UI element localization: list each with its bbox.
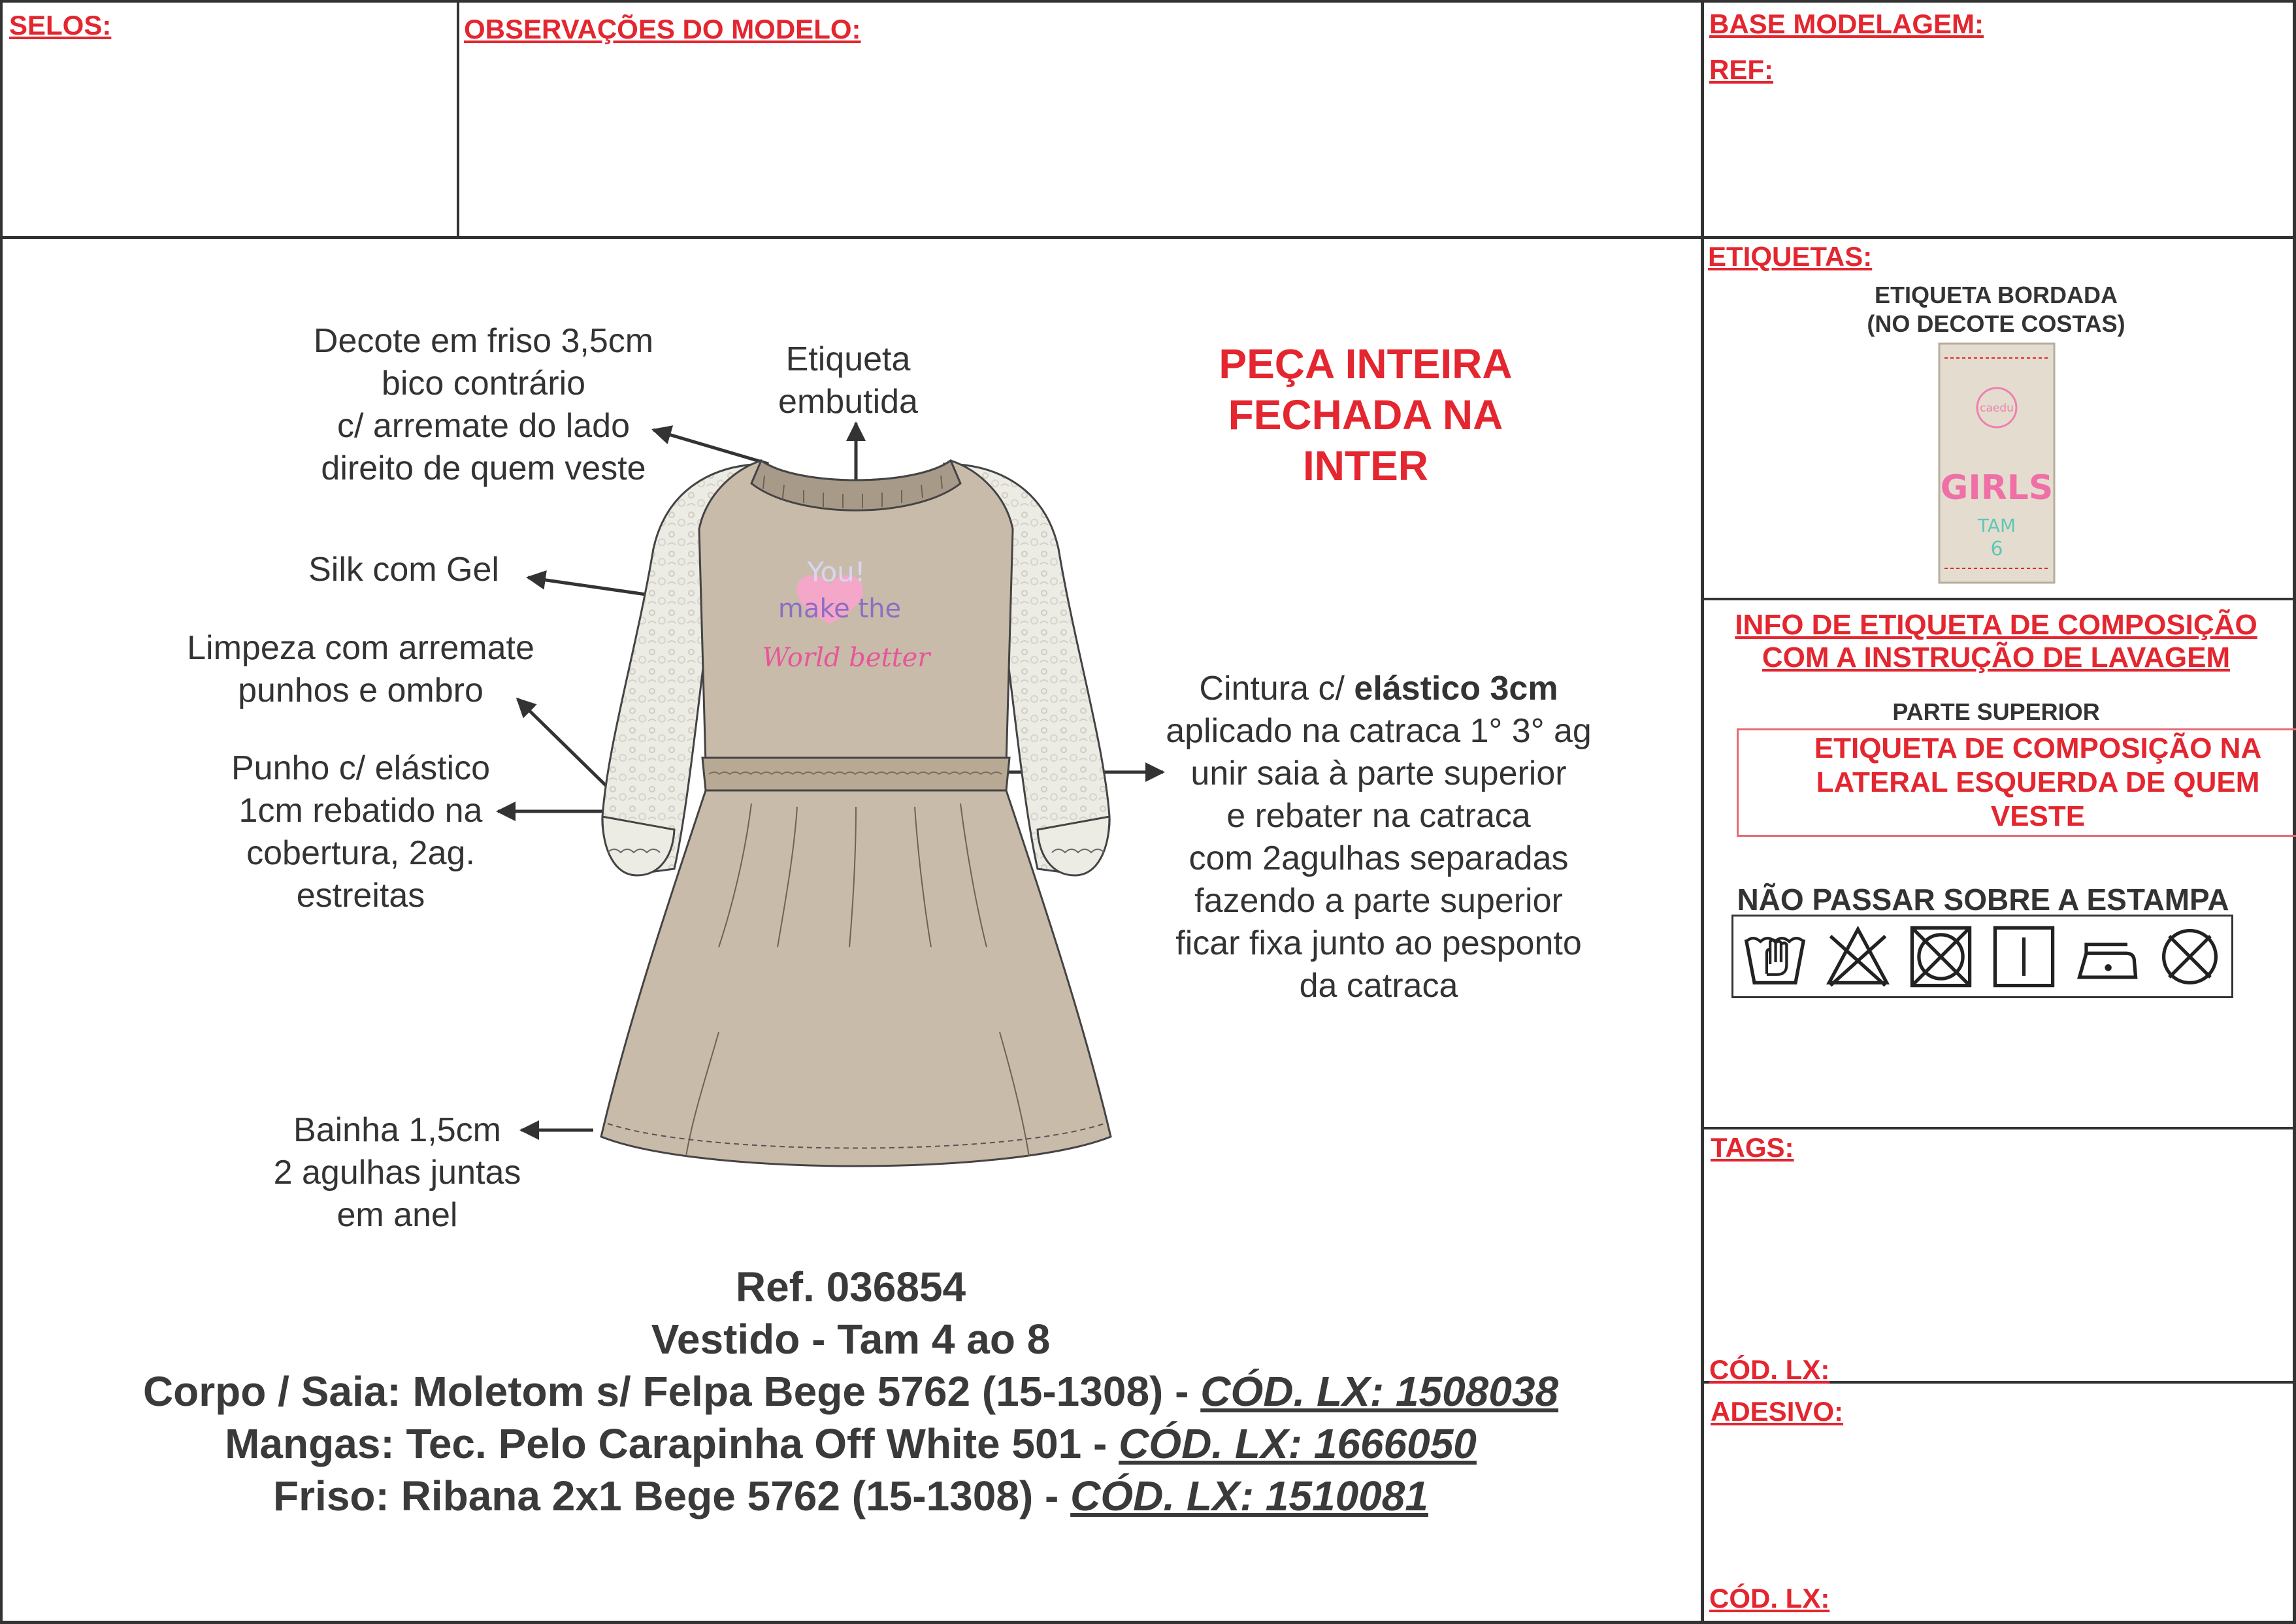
note-cintura-line: fazendo a parte superior <box>1194 882 1563 920</box>
spec-mangas <box>0 1418 1701 1470</box>
spec-friso-text: Friso: Ribana 2x1 Bege 5762 (15-1308) - <box>273 1472 1071 1519</box>
info-title-line: INFO DE ETIQUETA DE COMPOSIÇÃO <box>1735 609 2257 641</box>
spec-corpo <box>0 1365 1701 1418</box>
note-cintura-line: aplicado na catraca 1° 3° ag <box>1166 712 1592 750</box>
peca-inteira-line: PEÇA INTEIRA <box>1219 340 1513 387</box>
note-cintura <box>1166 668 1592 1007</box>
composicao-box <box>1737 728 2296 837</box>
etiqueta-bordada-label <box>1867 281 2125 338</box>
note-cintura-bold: elástico 3cm <box>1354 670 1558 707</box>
print-text-line1: You! <box>807 556 866 588</box>
note-limpeza <box>187 627 534 712</box>
note-bainha-line: 2 agulhas juntas <box>273 1154 521 1192</box>
note-punho-line: estreitas <box>296 877 425 915</box>
no-tumble-dry-icon <box>1907 922 1975 991</box>
spec-ref: Ref. 036854 <box>735 1263 966 1310</box>
note-decote-line: direito de quem veste <box>321 449 646 487</box>
spec-product: Vestido - Tam 4 ao 8 <box>651 1316 1051 1363</box>
border-top <box>0 0 2296 3</box>
woven-label-image <box>1938 342 2056 584</box>
note-etiqueta-line: Etiqueta <box>785 340 911 378</box>
etiqueta-bordada-line: (NO DECOTE COSTAS) <box>1867 310 2125 337</box>
composicao-box-text: ETIQUETA DE COMPOSIÇÃO NA LATERAL ESQUERDA DE QUEM VESTE <box>1814 732 2262 832</box>
label-brand: caedu <box>1980 402 2014 415</box>
selos-header: SELOS: <box>9 10 112 41</box>
note-cintura-line: e rebater na catraca <box>1226 797 1531 835</box>
etiqueta-bordada-line: ETIQUETA BORDADA <box>1875 282 2118 308</box>
note-limpeza-line: Limpeza com arremate <box>187 629 534 667</box>
note-bainha-line: em anel <box>336 1196 458 1234</box>
line-dry-icon <box>1990 922 2058 991</box>
label-tam: TAM <box>1977 515 2016 536</box>
adesivo-cod-lx: CÓD. LX: <box>1709 1583 1830 1614</box>
care-symbols-box <box>1731 915 2233 998</box>
note-punho-line: 1cm rebatido na <box>238 792 483 830</box>
iron-low-icon <box>2073 922 2141 991</box>
nao-passar-label: NÃO PASSAR SOBRE A ESTAMPA <box>1737 883 2229 917</box>
note-cintura-first-line <box>1166 668 1592 710</box>
note-punho <box>231 747 490 917</box>
ref-header: REF: <box>1709 54 1773 85</box>
dress-sketch <box>588 451 1124 1176</box>
note-cintura-line: com 2agulhas separadas <box>1189 839 1569 877</box>
note-etiqueta <box>778 338 918 423</box>
hand-wash-icon <box>1741 922 1809 991</box>
tags-header: TAGS: <box>1711 1132 1794 1163</box>
no-dry-clean-icon <box>2156 922 2224 991</box>
info-composicao-title <box>1735 609 2257 674</box>
label-size: 6 <box>1990 538 2003 560</box>
print-text-line3: World better <box>762 643 930 673</box>
divider-etiquetas <box>1701 598 2296 600</box>
peca-inteira-line: INTER <box>1303 442 1428 489</box>
tags-cod-lx: CÓD. LX: <box>1709 1354 1830 1385</box>
note-punho-line: cobertura, 2ag. <box>246 834 475 872</box>
peca-inteira-line: FECHADA NA <box>1228 391 1503 438</box>
divider-header-bottom <box>0 236 2296 239</box>
note-decote-line: bico contrário <box>381 365 586 402</box>
note-cintura-line: unir saia à parte superior <box>1190 755 1567 792</box>
note-bainha-line: Bainha 1,5cm <box>293 1111 501 1149</box>
spec-corpo-text: Corpo / Saia: Moletom s/ Felpa Bege 5762 (15-1308) - <box>142 1368 1201 1415</box>
spec-mangas-cod: CÓD. LX: 1666050 <box>1119 1420 1477 1467</box>
note-decote-line: c/ arremate do lado <box>336 407 631 445</box>
info-title-line: COM A INSTRUÇÃO DE LAVAGEM <box>1762 641 2231 674</box>
divider-info <box>1701 1127 2296 1129</box>
observacoes-header: OBSERVAÇÕES DO MODELO: <box>464 14 861 44</box>
label-girls: GIRLS <box>1940 468 2054 508</box>
note-punho-line: Punho c/ elástico <box>231 749 491 787</box>
note-cintura-line: da catraca <box>1299 967 1458 1005</box>
note-cintura-prefix: Cintura c/ <box>1199 670 1354 707</box>
spec-friso-cod: CÓD. LX: 1510081 <box>1070 1472 1428 1519</box>
base-modelagem-header: BASE MODELAGEM: <box>1709 8 1984 39</box>
no-bleach-icon <box>1824 922 1892 991</box>
border-bottom <box>0 1621 2296 1624</box>
spec-friso <box>0 1470 1701 1522</box>
note-cintura-line: ficar fixa junto ao pesponto <box>1175 924 1582 962</box>
spec-mangas-text: Mangas: Tec. Pelo Carapinha Off White 501 - <box>225 1420 1119 1467</box>
note-etiqueta-line: embutida <box>778 383 918 421</box>
adesivo-header: ADESIVO: <box>1711 1396 1844 1427</box>
spec-corpo-cod: CÓD. LX: 1508038 <box>1200 1368 1559 1415</box>
peca-inteira-note <box>1219 338 1512 491</box>
note-bainha <box>274 1109 521 1237</box>
print-text-line2: make the <box>778 594 902 624</box>
etiquetas-header: ETIQUETAS: <box>1708 241 1873 272</box>
note-limpeza-line: punhos e ombro <box>238 672 484 709</box>
divider-selos <box>457 0 459 238</box>
parte-superior-label: PARTE SUPERIOR <box>1892 698 2100 725</box>
note-silk: Silk com Gel <box>308 551 499 589</box>
note-decote-line: Decote em friso 3,5cm <box>313 322 654 360</box>
